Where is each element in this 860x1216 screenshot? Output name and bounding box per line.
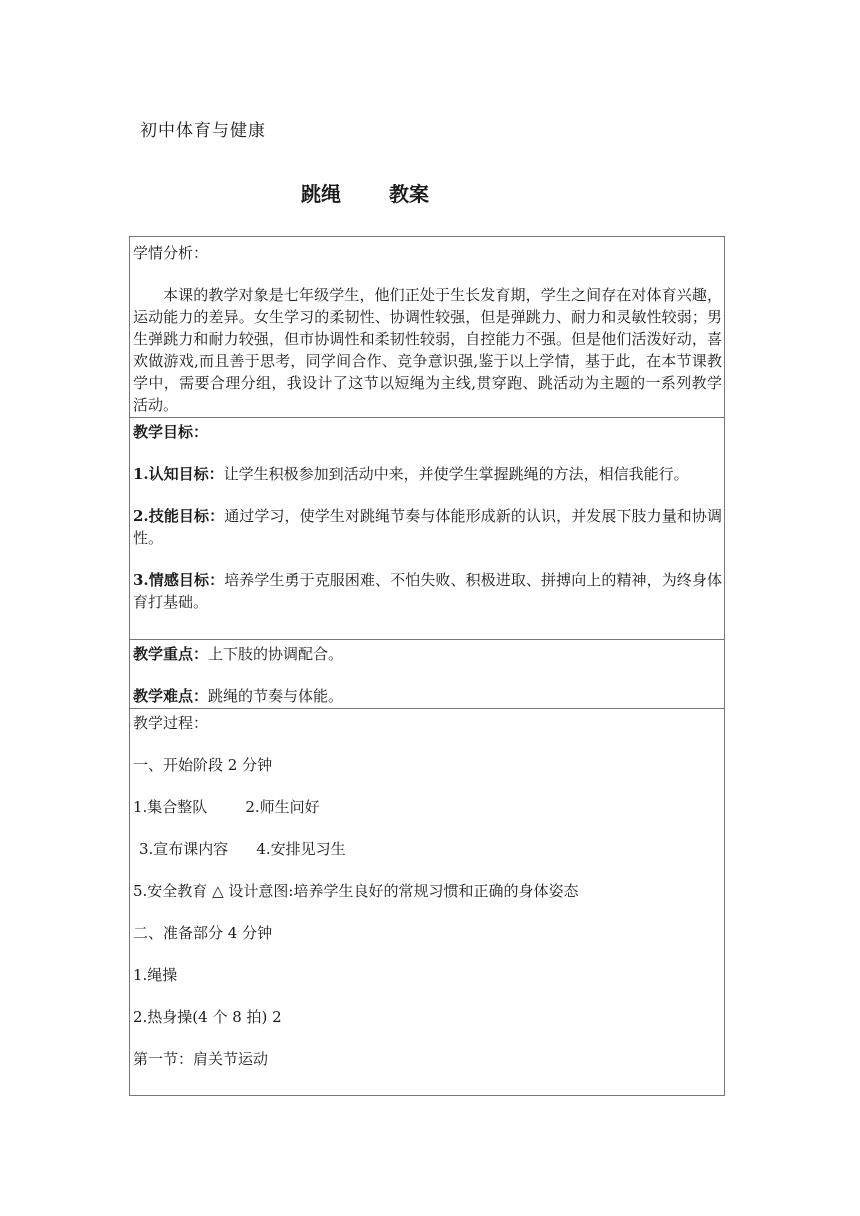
goals-cell xyxy=(130,418,725,640)
keys-cell xyxy=(130,640,725,709)
step-line-2 xyxy=(133,838,722,860)
stage-start: 一、开始阶段 2 分钟 xyxy=(133,756,273,774)
teaching-focus xyxy=(133,643,722,665)
table-row xyxy=(130,418,725,640)
analysis-body: 本课的教学对象是七年级学生，他们正处于生长发育期，学生之间存在对体育兴趣，运动能力的差异。女生学习的柔韧性、协调性较强，但是弹跳力、耐力和灵敏性较弱；男生弹跳力和耐力较强，但市协调性和柔韧性较弱，自控能力不强。但是他们活泼好动，喜欢做游戏,而且善于思考，同学间合作、竞争意识强,鉴于以上学情，基于此，在本节课教学中，需要合理分组，我设计了这节以短绳为主线,贯穿跑、跳活动为主题的一系列教学活动。 xyxy=(133,286,722,414)
design-intent: △ 设计意图:培养学生良好的常规习惯和正确的身体姿态 xyxy=(212,882,579,900)
table-row xyxy=(130,237,725,418)
goal-emotion-text: 培养学生勇于克服困难、不怕失败、积极进取、拼搏向上的精神，为终身体育打基础。 xyxy=(133,571,722,611)
analysis-label: 学情分析： xyxy=(133,244,209,262)
table-row xyxy=(130,640,725,709)
goal-skill xyxy=(133,505,722,549)
prep-warmup: 2.热身操(4 个 8 拍) 2 xyxy=(133,1008,282,1026)
prep-shoulder: 第一节：肩关节运动 xyxy=(133,1050,269,1068)
prep-rope-exercise: 1.绳操 xyxy=(133,966,178,984)
goal-cognitive-text: 让学生积极参加到活动中来，并使学生掌握跳绳的方法，相信我能行。 xyxy=(223,465,689,483)
goal-skill-name: 2.技能目标： xyxy=(133,507,225,525)
step-announce: 3.宣布课内容 xyxy=(139,840,229,858)
goal-emotion xyxy=(133,569,722,613)
analysis-cell xyxy=(130,237,725,418)
step-safety: 5.安全教育 xyxy=(133,882,208,900)
focus-text: 上下肢的协调配合。 xyxy=(208,645,344,663)
step-greet: 2.师生问好 xyxy=(245,798,320,816)
goal-skill-text: 通过学习，使学生对跳绳节奏与体能形成新的认识，并发展下肢力量和协调性。 xyxy=(133,507,722,547)
stage-prep: 二、准备部分 4 分钟 xyxy=(133,924,273,942)
step-line-3 xyxy=(133,880,722,902)
goals-label: 教学目标： xyxy=(133,423,209,441)
teaching-difficulty xyxy=(133,685,722,707)
step-observers: 4.安排见习生 xyxy=(256,840,346,858)
step-assemble: 1.集合整队 xyxy=(133,798,208,816)
difficulty-text: 跳绳的节奏与体能。 xyxy=(208,687,344,705)
goal-cognitive xyxy=(133,463,722,485)
title-left: 跳绳 xyxy=(301,182,341,206)
title-right: 教案 xyxy=(389,182,429,206)
goal-cognitive-name: 1.认知目标： xyxy=(133,465,224,483)
document-title xyxy=(301,178,429,207)
goal-emotion-name: 3.情感目标： xyxy=(133,571,225,589)
process-label: 教学过程： xyxy=(133,714,209,732)
subject-heading: 初中体育与健康 xyxy=(140,121,266,141)
difficulty-label: 教学难点： xyxy=(133,687,209,705)
process-cell xyxy=(130,709,725,1096)
table-row xyxy=(130,709,725,1096)
step-line-1 xyxy=(133,796,722,818)
lesson-plan-table xyxy=(129,236,725,1096)
focus-label: 教学重点： xyxy=(133,645,209,663)
